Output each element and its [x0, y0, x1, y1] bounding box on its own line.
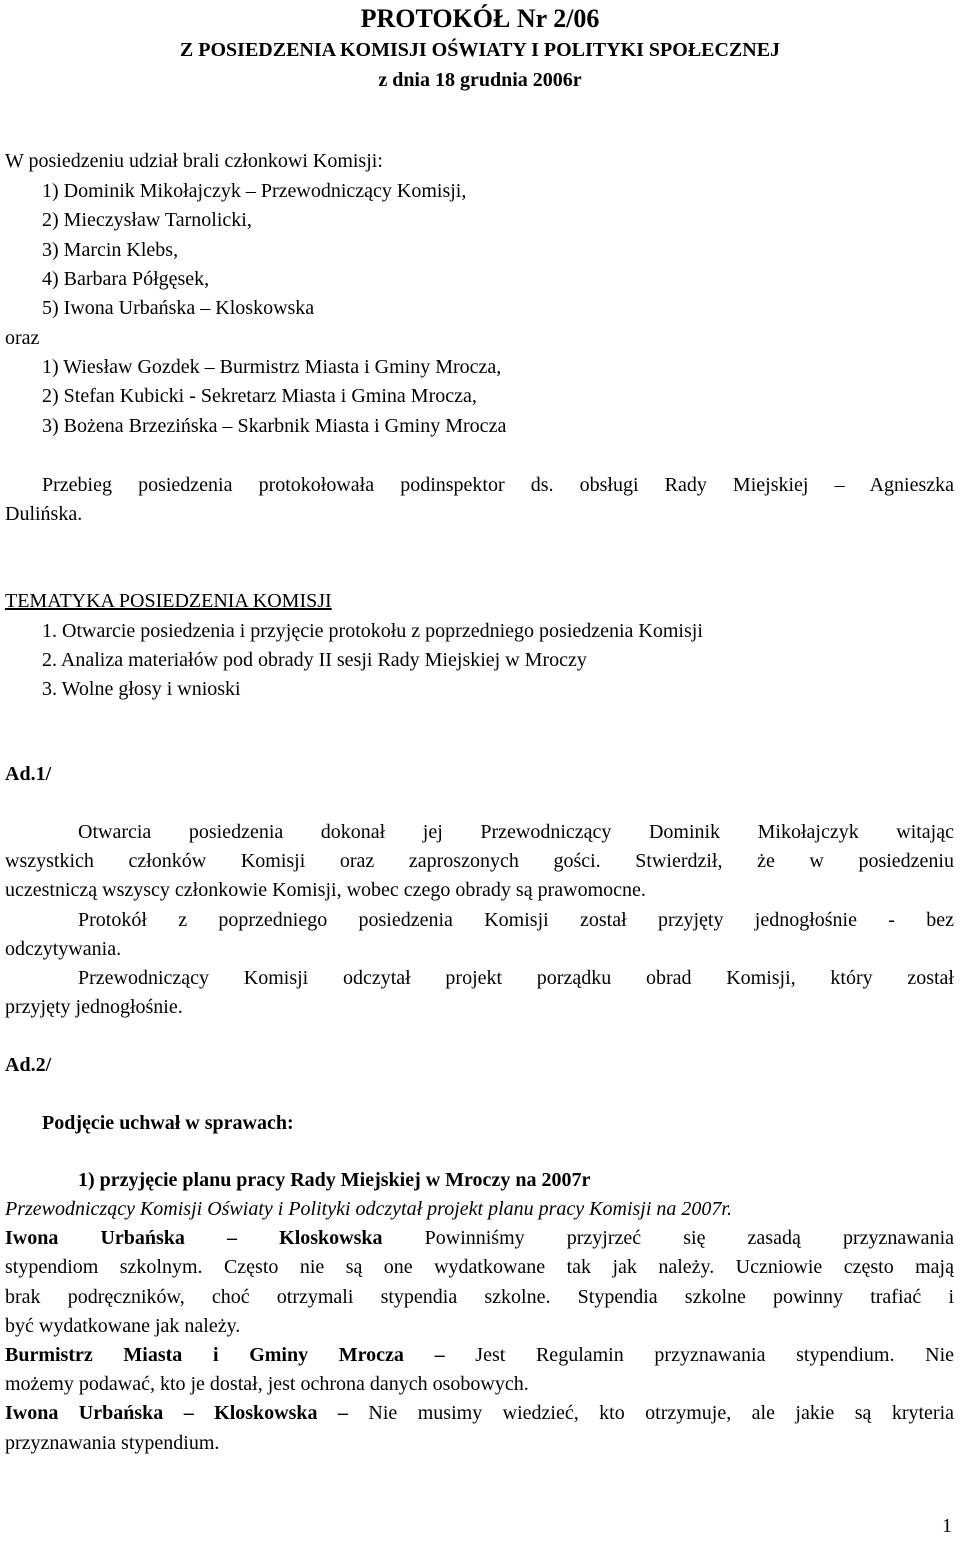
guest-item: 1) Wiesław Gozdek – Burmistrz Miasta i Gminy Mrocza,	[42, 356, 502, 378]
agenda-item: 3. Wolne głosy i wnioski	[42, 678, 241, 700]
document-subtitle: Z POSIEDZENIA KOMISJI OŚWIATY I POLITYKI SPOŁECZNEJ	[179, 39, 781, 61]
agenda-item: 1. Otwarcie posiedzenia i przyjęcie protokołu z poprzedniego posiedzenia Komisji	[42, 620, 703, 642]
ad1-paragraph-line: odczytywania.	[5, 938, 122, 960]
ad1-paragraph-line: uczestniczą wszyscy członkowie Komisji, wobec czego obrady są prawomocne.	[5, 879, 646, 901]
member-item: 5) Iwona Urbańska – Kloskowska	[42, 297, 315, 319]
agenda-item: 2. Analiza materiałów pod obrady II sesji Rady Miejskiej w Mroczy	[42, 649, 587, 671]
member-item: 3) Marcin Klebs,	[42, 239, 179, 261]
speaker-text: Jest Regulamin przyznawania stypendium. Nie	[475, 1344, 955, 1366]
speaker-statement-line	[5, 1345, 954, 1365]
member-item: 1) Dominik Mikołajczyk – Przewodniczący Komisji,	[42, 180, 467, 202]
speaker-statement-line: stypendiom szkolnym. Często nie są one wydatkowane tak jak należy. Uczniowie często mają	[5, 1256, 954, 1278]
speaker-statement-line: możemy podawać, kto je dostał, jest ochrona danych osobowych.	[5, 1373, 529, 1395]
member-item: 4) Barbara Półgęsek,	[42, 268, 210, 290]
speaker-statement-line: brak podręczników, choć otrzymali stypendia szkolne. Stypendia szkolne powinny trafiać i	[5, 1286, 954, 1308]
ad1-paragraph-line: Otwarcia posiedzenia dokonał jej Przewodniczący Dominik Mikołajczyk witając	[78, 821, 954, 843]
ad1-paragraph-line: przyjęty jednogłośnie.	[5, 996, 183, 1018]
ad1-paragraph-line: Przewodniczący Komisji odczytał projekt porządku obrad Komisji, który został	[78, 967, 954, 989]
document-date: z dnia 18 grudnia 2006r	[378, 69, 582, 91]
minutes-taker-line: Przebieg posiedzenia protokołowała podinspektor ds. obsługi Rady Miejskiej – Agnieszka	[42, 474, 954, 496]
speaker-name: Iwona Urbańska – Kloskowska –	[5, 1402, 348, 1424]
page-number: 1	[942, 1515, 952, 1537]
speaker-statement-line	[5, 1228, 954, 1248]
ad2-resolution-item: 1) przyjęcie planu pracy Rady Miejskiej w Mroczy na 2007r	[78, 1169, 591, 1191]
agenda-heading: TEMATYKA POSIEDZENIA KOMISJI	[5, 590, 332, 612]
speaker-name: Iwona Urbańska – Kloskowska	[5, 1227, 383, 1249]
attendance-intro: W posiedzeniu udział brali członkowi Komisji:	[5, 150, 383, 172]
ad2-subheading: Podjęcie uchwał w sprawach:	[42, 1112, 294, 1134]
speaker-text: Powinniśmy przyjrzeć się zasadą przyznawania	[424, 1227, 954, 1249]
speaker-statement-line	[5, 1403, 954, 1423]
attendance-oraz: oraz	[5, 327, 40, 349]
speaker-statement-line: przyznawania stypendium.	[5, 1432, 220, 1454]
ad1-heading: Ad.1/	[5, 763, 52, 785]
speaker-name: Burmistrz Miasta i Gminy Mrocza –	[5, 1344, 445, 1366]
ad2-heading: Ad.2/	[5, 1054, 52, 1076]
ad1-paragraph-line: Protokół z poprzedniego posiedzenia Komisji został przyjęty jednogłośnie - bez	[78, 909, 954, 931]
member-item: 2) Mieczysław Tarnolicki,	[42, 209, 252, 231]
speaker-statement-line: być wydatkowane jak należy.	[5, 1315, 241, 1337]
ad1-paragraph-line: wszystkich członków Komisji oraz zaproszonych gości. Stwierdził, że w posiedzeniu	[5, 850, 954, 872]
guest-item: 2) Stefan Kubicki - Sekretarz Miasta i Gmina Mrocza,	[42, 385, 477, 407]
minutes-taker-line: Dulińska.	[5, 503, 83, 525]
guest-item: 3) Bożena Brzezińska – Skarbnik Miasta i Gminy Mrocza	[42, 415, 507, 437]
speaker-text: Nie musimy wiedzieć, kto otrzymuje, ale jakie są kryteria	[368, 1402, 955, 1424]
document-title: PROTOKÓŁ Nr 2/06	[360, 4, 600, 33]
ad2-italic-note: Przewodniczący Komisji Oświaty i Polityki odczytał projekt planu pracy Komisji na 2007r.	[5, 1198, 732, 1220]
